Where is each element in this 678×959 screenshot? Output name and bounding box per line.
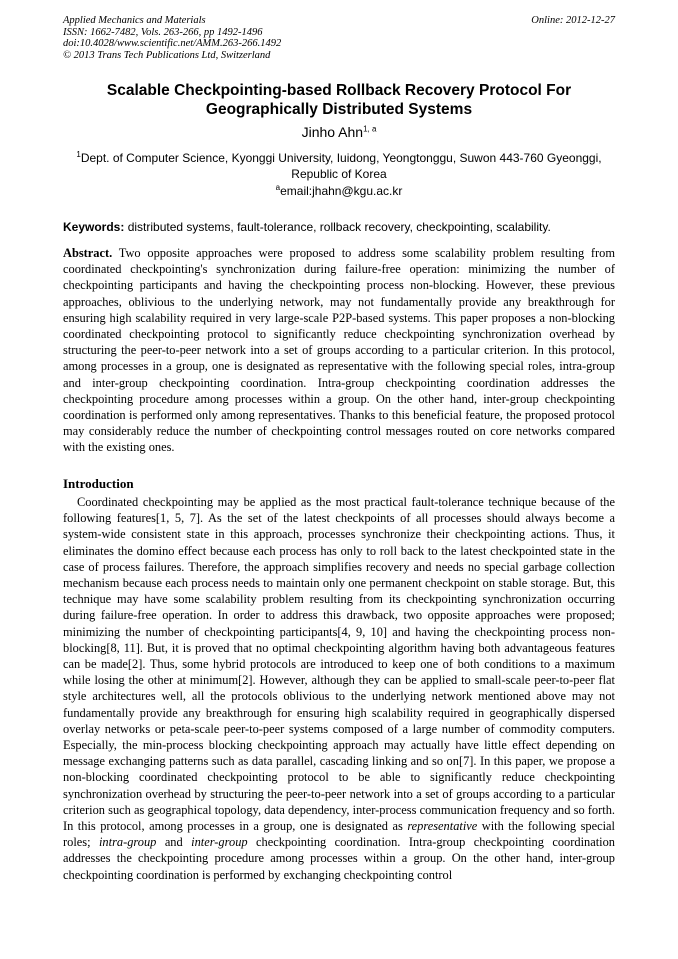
journal-name: Applied Mechanics and Materials <box>63 15 206 26</box>
issn-line: ISSN: 1662-7482, Vols. 263-266, pp 1492-1496 <box>63 26 263 38</box>
copyright-line: © 2013 Trans Tech Publications Ltd, Switzerland <box>63 49 271 61</box>
author-superscript: 1, a <box>363 124 377 134</box>
affiliation <box>63 150 615 182</box>
keywords-label: Keywords: <box>63 220 125 234</box>
author-name: Jinho Ahn <box>301 124 364 140</box>
email-superscript: a <box>275 183 281 192</box>
online-date: Online: 2012-12-27 <box>531 15 615 26</box>
abstract-text: Two opposite approaches were proposed to address some scalability problem resulting from coordinated checkpointing's synchronization during failure-free operation: minimizing the number of checkpointing participants and having the checkpointing process non-blocking. However, these previous approaches, oblivious to the underlying network, may not fundamentally provide any breakthrough for ensuring high scalability required in very large-scale P2P-based systems. This paper proposes a non-blocking coordinated checkpointing protocol to significantly reduce checkpointing synchronization overhead by structuring the peer-to-peer network into a set of groups according to a particular criterion. In this protocol, among processes in a group, one is designated as representative with the following special roles, intra-group and inter-group checkpointing coordination. Intra-group checkpointing coordination addresses the checkpointing procedure among processes within a group. On the other hand, inter-group checkpointing coordination is performed only among representatives. Thanks to this beneficial feature, the proposed protocol may considerably reduce the number of checkpointing control messages routed on core networks compared with the existing ones. <box>63 246 616 455</box>
intro-emphasis-intra-group: intra-group <box>98 835 157 850</box>
intro-text-2: with the following special roles; <box>63 819 615 850</box>
email-text: email:jhahn@kgu.ac.kr <box>280 184 403 198</box>
affiliation-text: Dept. of Computer Science, Kyonggi University, Iuidong, Yeongtonggu, Suwon 443-760 Gyeonggi, Republic of Korea <box>80 151 602 181</box>
intro-text-3: and <box>164 835 183 850</box>
intro-text-1: Coordinated checkpointing may be applied as the most practical fault-tolerance technique because of the following features[1, 5, 7]. As the set of the latest checkpoints of all processes should always become a system-wide consistent state in this approach, processes synchronize their checkpointing actions. Thus, it eliminates the domino effect because each process has only to roll back to the latest checkpointed state in the case of process failures. Therefore, the approach simplifies recovery and needs no special garbage collection mechanism because each process needs to maintain only one permanent checkpoint on stable storage. But, this technique may have some scalability problem resulting from its checkpointing synchronization occurring during failure-free operation. In order to address this drawback, two opposite approaches were proposed; minimizing the number of checkpointing participants[4, 9, 10] and having the checkpointing process non-blocking[8, 11]. But, it is proved that no optimal checkpointing algorithm having both advantageous features can be made[2]. Thus, some hybrid protocols are introduced to keep one of both conditions to a maximum while losing the other at minimum[2]. However, although they can be applied to small-scale peer-to-peer flat style architectures well, all the protocols oblivious to the underlying network mentioned above may not fundamentally provide any breakthrough for ensuring high scalability required in geographically dispersed overlay networks or peta-scale peer-to-peer systems composed of a large number of commodity computers. Especially, the min-process blocking checkpointing approach may actually have little effect depending on message exchanging patterns such as data parallel, cascading linking and so on[7]. In this paper, we propose a non-blocking coordinated checkpointing protocol to be able to significantly reduce checkpointing synchronization overhead by structuring the peer-to-peer network into a set of groups according to a particular criterion such as geographical topology, data dependency, inter-process communication frequency and so forth. In this protocol, among processes in a group, one is designated as <box>63 495 615 834</box>
section-heading-introduction: Introduction <box>63 476 134 491</box>
keywords <box>63 219 615 235</box>
author-line <box>63 123 615 141</box>
paper-title: Scalable Checkpointing-based Rollback Recovery Protocol For Geographically Distributed Systems <box>106 82 572 118</box>
intro-emphasis-inter-group: inter-group <box>191 835 248 850</box>
intro-text-4: checkpointing coordination. Intra-group checkpointing coordination addresses the checkpointing procedure among processes within a group. On the other hand, inter-group checkpointing coordination is performed by exchanging checkpointing control <box>63 835 615 882</box>
abstract <box>63 245 615 456</box>
intro-emphasis-representative: representative <box>407 819 478 834</box>
introduction-paragraph <box>63 494 615 883</box>
journal-header <box>63 15 423 61</box>
abstract-label: Abstract. <box>63 246 113 260</box>
affiliation-superscript: 1 <box>76 150 81 159</box>
email-line <box>63 183 615 199</box>
keywords-text: distributed systems, fault-tolerance, rollback recovery, checkpointing, scalability. <box>127 220 551 234</box>
doi-line: doi:10.4028/www.scientific.net/AMM.263-266.1492 <box>63 38 282 50</box>
